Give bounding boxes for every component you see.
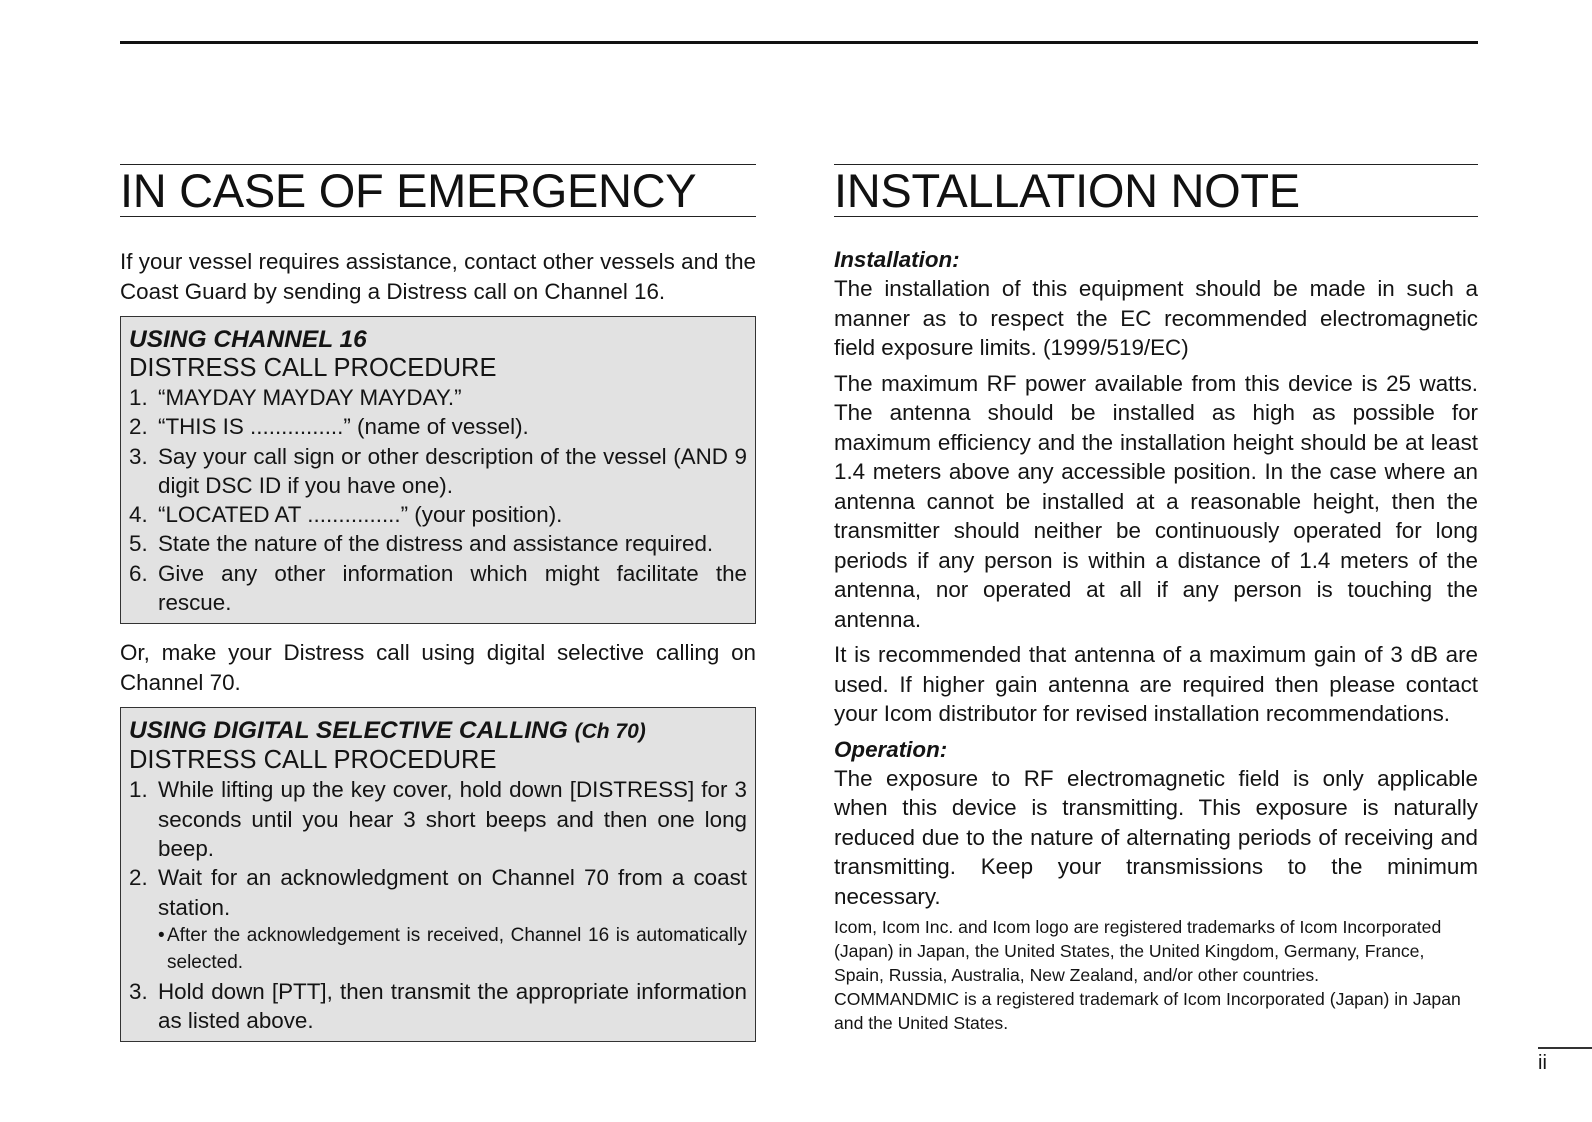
procedure-step <box>129 529 747 558</box>
step-text: While lifting up the key cover, hold down [DISTRESS] for 3 seconds until you hear 3 short beeps and then one long beep. <box>158 777 747 861</box>
procedure-step <box>129 775 747 863</box>
procedure-step <box>129 977 747 1036</box>
step-number: 6. <box>129 560 148 586</box>
trademark-notice-commandmic: COMMANDMIC is a registered trademark of Icom Incorporated (Japan) in Japan and the United States. <box>834 989 1461 1033</box>
dsc-box-title-text: USING DIGITAL SELECTIVE CALLING <box>129 717 568 745</box>
procedure-note-text: After the acknowledgement is received, Channel 16 is automatically selected. <box>167 924 747 973</box>
top-rule <box>120 41 1478 44</box>
procedure-step <box>129 500 747 529</box>
step-number: 5. <box>129 531 148 557</box>
step-number: 2. <box>129 414 148 440</box>
page-number: ii <box>1538 1052 1547 1074</box>
step-number: 1. <box>129 385 148 410</box>
procedure-step <box>129 383 747 412</box>
step-number: 2. <box>129 865 148 891</box>
dsc-box <box>120 707 756 1042</box>
step-number: 3. <box>129 978 148 1004</box>
step-number: 1. <box>129 777 148 803</box>
operation-paragraph: The exposure to RF electromagnetic field is only applicable when this device is transmitting. This exposure is naturally reduced due to the nature of alternating periods of receiving and transmitting. Keep your transmissions to the minimum necessary. <box>834 765 1478 909</box>
step-text: “THIS IS ...............” (name of vessel). <box>158 414 529 440</box>
step-text: Hold down [PTT], then transmit the appropriate information as listed above. <box>158 978 747 1034</box>
installation-note-heading: INSTALLATION NOTE <box>834 164 1478 217</box>
installation-column <box>834 164 1478 1035</box>
operation-subheading: Operation: <box>834 736 948 762</box>
bullet-marker: • <box>158 924 165 946</box>
procedure-note <box>129 922 747 976</box>
procedure-step <box>129 442 747 501</box>
channel16-box <box>120 316 756 624</box>
emergency-column <box>120 164 756 1042</box>
emergency-intro: If your vessel requires assistance, contact other vessels and the Coast Guard by sending a Distress call on Channel 16. <box>120 249 756 304</box>
installation-subheading: Installation: <box>834 247 960 272</box>
trademark-notice: Icom, Icom Inc. and Icom logo are registered trademarks of Icom Incorporated (Japan) in Japan, the United States, the United Kingdom, Germany, France, Spain, Russia, Australia, New Zealand, and/or other countries. <box>834 917 1442 985</box>
dsc-procedure-list-cont <box>129 977 747 1036</box>
installation-paragraph: The installation of this equipment should be made in such a manner as to respect the EC recommended electromagnetic field exposure limits. (1999/519/EC) <box>834 276 1478 360</box>
dsc-intro: Or, make your Distress call using digital selective calling on Channel 70. <box>120 640 756 695</box>
step-number: 4. <box>129 502 148 528</box>
page-number-rule <box>1538 1047 1592 1049</box>
dsc-box-title <box>129 716 747 746</box>
step-text: Give any other information which might facilitate the rescue. <box>158 560 747 616</box>
channel16-box-subtitle: DISTRESS CALL PROCEDURE <box>129 354 497 382</box>
step-number: 3. <box>129 443 148 469</box>
dsc-box-subtitle: DISTRESS CALL PROCEDURE <box>129 746 497 775</box>
dsc-procedure-list <box>129 775 747 921</box>
step-text: State the nature of the distress and assistance required. <box>158 531 714 557</box>
procedure-step <box>129 863 747 922</box>
dsc-box-title-channel: (Ch 70) <box>574 720 646 744</box>
procedure-step <box>129 412 747 441</box>
channel16-box-title: USING CHANNEL 16 <box>129 326 367 353</box>
step-text: Wait for an acknowledgment on Channel 70 from a coast station. <box>158 865 747 920</box>
installation-paragraph: It is recommended that antenna of a maximum gain of 3 dB are used. If higher gain antenna are required then please contact your Icom distributor for revised installation recommendations. <box>834 642 1478 726</box>
emergency-heading: IN CASE OF EMERGENCY <box>120 164 756 217</box>
step-text: Say your call sign or other description of the vessel (AND 9 digit DSC ID if you have one). <box>158 443 747 498</box>
procedure-step <box>129 559 747 618</box>
step-text: “MAYDAY MAYDAY MAYDAY.” <box>158 385 462 410</box>
installation-paragraph: The maximum RF power available from this device is 25 watts. The antenna should be installed as high as possible for maximum efficiency and the installation height should be at least 1.4 meters above any accessible position. In the case where an antenna cannot be installed at a reasonable height, then the transmitter should neither be continuously operated for long periods if any person is within a distance of 1.4 meters of the antenna, nor operated at all if any person is touching the antenna. <box>834 370 1478 632</box>
step-text: “LOCATED AT ...............” (your position). <box>158 502 563 528</box>
channel16-procedure-list <box>129 383 747 617</box>
